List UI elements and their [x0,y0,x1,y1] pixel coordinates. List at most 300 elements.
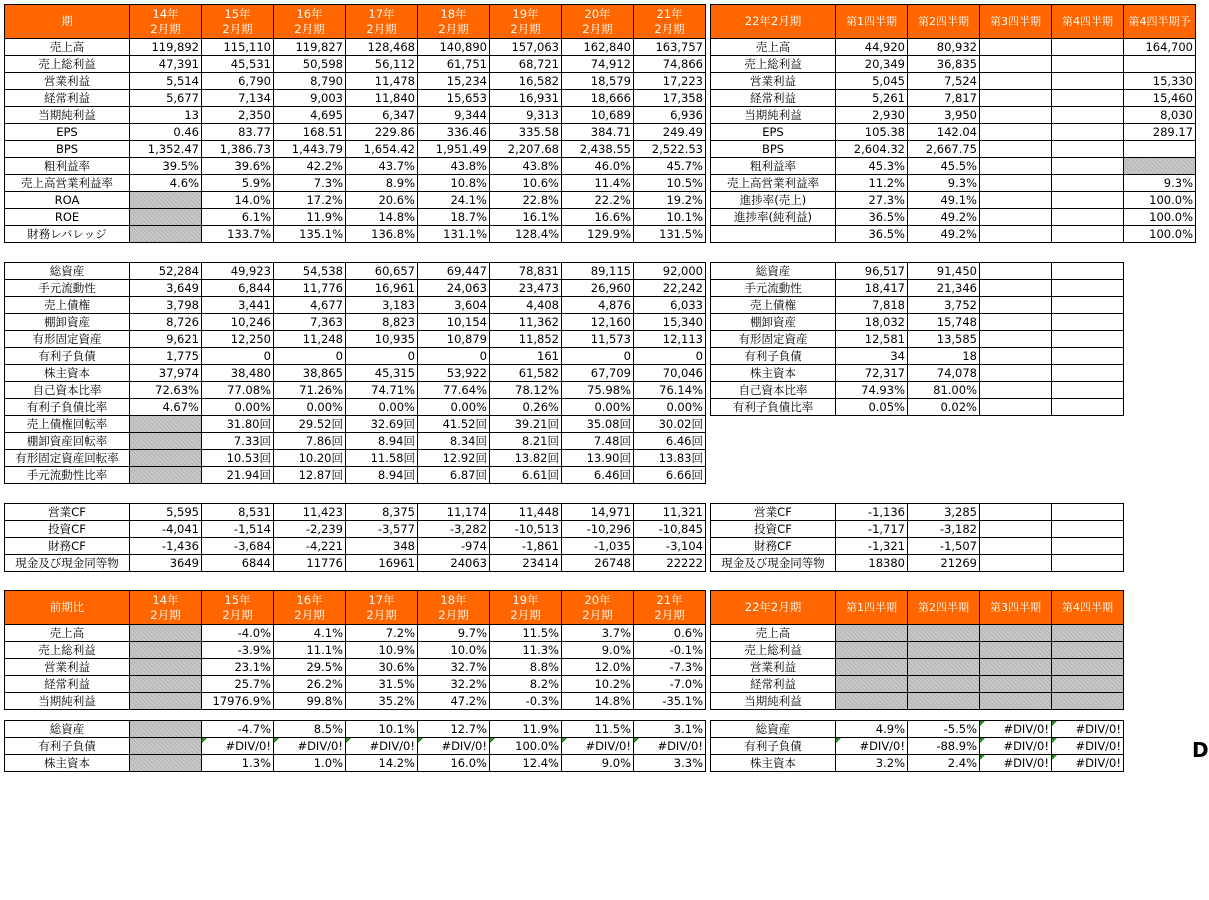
data-cell[interactable]: 105.38 [836,124,908,141]
data-cell[interactable] [980,158,1052,175]
data-cell[interactable]: -1,507 [908,538,980,555]
data-cell[interactable] [980,124,1052,141]
data-cell[interactable] [1052,348,1124,365]
data-cell[interactable]: -3,684 [202,538,274,555]
data-cell[interactable]: 41.52回 [418,416,490,433]
data-cell[interactable]: 10.1% [634,209,706,226]
data-cell[interactable]: 0.46 [130,124,202,141]
data-cell[interactable]: 7.86回 [274,433,346,450]
row-label[interactable]: 財務CF [5,538,130,555]
row-label[interactable]: 経常利益 [711,90,836,107]
data-cell[interactable]: 7.48回 [562,433,634,450]
data-cell[interactable]: 16.6% [562,209,634,226]
fiscal-year-header[interactable]: 22年2月期 [711,5,836,39]
row-label[interactable]: 営業利益 [711,73,836,90]
data-cell[interactable]: 12.87回 [274,467,346,484]
data-cell[interactable]: 1.0% [274,755,346,772]
data-cell[interactable]: -7.0% [634,676,706,693]
data-cell[interactable]: 11.4% [562,175,634,192]
row-label[interactable]: 有形固定資産回転率 [5,450,130,467]
data-cell[interactable]: 162,840 [562,39,634,56]
data-cell[interactable]: 6.46回 [634,433,706,450]
data-cell[interactable]: 6.87回 [418,467,490,484]
data-cell[interactable]: 0.00% [346,399,418,416]
data-cell[interactable] [908,693,980,710]
data-cell[interactable]: 9.3% [1124,175,1196,192]
data-cell[interactable]: 2,207.68 [490,141,562,158]
data-cell[interactable] [1052,175,1124,192]
data-cell[interactable]: 32.2% [418,676,490,693]
data-cell[interactable]: 27.3% [836,192,908,209]
row-label[interactable]: EPS [711,124,836,141]
data-cell[interactable]: 15,748 [908,314,980,331]
data-cell[interactable] [130,693,202,710]
data-cell[interactable] [130,209,202,226]
row-label[interactable]: 有利子負債比率 [5,399,130,416]
data-cell[interactable]: 348 [346,538,418,555]
data-cell[interactable] [1052,124,1124,141]
column-header[interactable]: 19年 2月期 [490,5,562,39]
data-cell[interactable]: -10,513 [490,521,562,538]
data-cell[interactable]: 131.1% [418,226,490,243]
data-cell[interactable]: #DIV/0! [274,738,346,755]
data-cell[interactable]: 2,522.53 [634,141,706,158]
column-header[interactable]: 第4四半期 [1052,5,1124,39]
data-cell[interactable]: 3,649 [130,280,202,297]
data-cell[interactable] [980,280,1052,297]
column-header[interactable]: 20年 2月期 [562,5,634,39]
data-cell[interactable]: -4.0% [202,625,274,642]
data-cell[interactable]: 133.7% [202,226,274,243]
data-cell[interactable]: 3649 [130,555,202,572]
data-cell[interactable] [1052,39,1124,56]
data-cell[interactable]: 18380 [836,555,908,572]
data-cell[interactable]: 142.04 [908,124,980,141]
data-cell[interactable]: 38,865 [274,365,346,382]
data-cell[interactable]: 37,974 [130,365,202,382]
data-cell[interactable]: 6,844 [202,280,274,297]
data-cell[interactable] [836,659,908,676]
data-cell[interactable]: -2,239 [274,521,346,538]
data-cell[interactable]: 12,160 [562,314,634,331]
data-cell[interactable]: 22.2% [562,192,634,209]
data-cell[interactable]: 24.1% [418,192,490,209]
data-cell[interactable] [130,625,202,642]
data-cell[interactable]: 3,798 [130,297,202,314]
data-cell[interactable]: 43.7% [346,158,418,175]
data-cell[interactable]: 74,078 [908,365,980,382]
data-cell[interactable]: 22,242 [634,280,706,297]
data-cell[interactable] [1052,538,1124,555]
data-cell[interactable] [1052,107,1124,124]
data-cell[interactable]: 0.26% [490,399,562,416]
data-cell[interactable]: 0.00% [418,399,490,416]
row-label[interactable]: 売上高 [5,39,130,56]
row-label[interactable]: 当期純利益 [5,107,130,124]
row-label[interactable]: 財務CF [711,538,836,555]
data-cell[interactable]: 7.33回 [202,433,274,450]
data-cell[interactable] [980,399,1052,416]
data-cell[interactable] [980,504,1052,521]
data-cell[interactable]: 2,350 [202,107,274,124]
data-cell[interactable]: -88.9% [908,738,980,755]
data-cell[interactable]: 13.90回 [562,450,634,467]
data-cell[interactable]: 35.2% [346,693,418,710]
data-cell[interactable]: 49.2% [908,226,980,243]
column-header[interactable]: 21年 2月期 [634,5,706,39]
data-cell[interactable]: 24,063 [418,280,490,297]
data-cell[interactable]: 11,423 [274,504,346,521]
data-cell[interactable]: 14.8% [562,693,634,710]
data-cell[interactable]: 14.2% [346,755,418,772]
data-cell[interactable]: 8,823 [346,314,418,331]
data-cell[interactable]: 75.98% [562,382,634,399]
data-cell[interactable] [1052,209,1124,226]
data-cell[interactable]: 0.00% [562,399,634,416]
data-cell[interactable] [1124,56,1196,73]
data-cell[interactable]: 15,340 [634,314,706,331]
data-cell[interactable]: 16961 [346,555,418,572]
data-cell[interactable] [980,348,1052,365]
data-cell[interactable]: 0 [634,348,706,365]
row-label[interactable]: 売上債権 [711,297,836,314]
data-cell[interactable]: -3,577 [346,521,418,538]
data-cell[interactable]: -35.1% [634,693,706,710]
data-cell[interactable]: 289.17 [1124,124,1196,141]
data-cell[interactable]: 0 [418,348,490,365]
data-cell[interactable]: 100.0% [1124,192,1196,209]
data-cell[interactable] [980,73,1052,90]
row-label[interactable]: 売上債権 [5,297,130,314]
data-cell[interactable]: 7,524 [908,73,980,90]
data-cell[interactable]: 9,003 [274,90,346,107]
data-cell[interactable]: 1,775 [130,348,202,365]
data-cell[interactable] [1052,659,1124,676]
row-label[interactable]: BPS [711,141,836,158]
data-cell[interactable]: 129.9% [562,226,634,243]
data-cell[interactable]: 0.6% [634,625,706,642]
data-cell[interactable]: 8.5% [274,721,346,738]
column-header[interactable]: 第4四半期 [1052,591,1124,625]
data-cell[interactable]: 8.21回 [490,433,562,450]
data-cell[interactable]: 15,330 [1124,73,1196,90]
data-cell[interactable]: 36,835 [908,56,980,73]
column-header[interactable]: 第4四半期予 [1124,5,1196,39]
data-cell[interactable]: -1,861 [490,538,562,555]
data-cell[interactable] [130,738,202,755]
data-cell[interactable]: 22.8% [490,192,562,209]
data-cell[interactable]: 11,321 [634,504,706,521]
yoy-header[interactable]: 前期比 [5,591,130,625]
data-cell[interactable]: 19.2% [634,192,706,209]
data-cell[interactable]: 29.52回 [274,416,346,433]
row-label[interactable]: 売上高営業利益率 [5,175,130,192]
data-cell[interactable]: 136.8% [346,226,418,243]
data-cell[interactable]: 5,261 [836,90,908,107]
data-cell[interactable]: 26748 [562,555,634,572]
data-cell[interactable] [980,642,1052,659]
data-cell[interactable]: #DIV/0! [1052,755,1124,772]
data-cell[interactable]: 11,840 [346,90,418,107]
row-label[interactable]: 営業CF [711,504,836,521]
data-cell[interactable]: 49.1% [908,192,980,209]
data-cell[interactable]: -5.5% [908,721,980,738]
data-cell[interactable] [836,625,908,642]
data-cell[interactable] [1124,158,1196,175]
column-header[interactable]: 15年 2月期 [202,5,274,39]
data-cell[interactable]: 2,930 [836,107,908,124]
data-cell[interactable]: #DIV/0! [418,738,490,755]
data-cell[interactable] [836,642,908,659]
data-cell[interactable]: 9,621 [130,331,202,348]
row-label[interactable]: 棚卸資産 [5,314,130,331]
data-cell[interactable]: 8,726 [130,314,202,331]
data-cell[interactable]: -1,514 [202,521,274,538]
yoy-fiscal-year-header[interactable]: 22年2月期 [711,591,836,625]
data-cell[interactable]: -0.3% [490,693,562,710]
data-cell[interactable]: -3,282 [418,521,490,538]
column-header[interactable]: 18年 2月期 [418,591,490,625]
data-cell[interactable]: 10,879 [418,331,490,348]
data-cell[interactable]: -4.7% [202,721,274,738]
data-cell[interactable]: 12,113 [634,331,706,348]
data-cell[interactable]: 6.1% [202,209,274,226]
data-cell[interactable]: 3,752 [908,297,980,314]
data-cell[interactable]: 12,250 [202,331,274,348]
data-cell[interactable]: 128,468 [346,39,418,56]
data-cell[interactable]: 16,931 [490,90,562,107]
column-header[interactable]: 第1四半期 [836,591,908,625]
data-cell[interactable]: #DIV/0! [1052,738,1124,755]
data-cell[interactable]: -1,436 [130,538,202,555]
data-cell[interactable]: 61,582 [490,365,562,382]
column-header[interactable]: 第2四半期 [908,5,980,39]
data-cell[interactable]: 72,317 [836,365,908,382]
data-cell[interactable]: 4,695 [274,107,346,124]
data-cell[interactable]: 119,827 [274,39,346,56]
data-cell[interactable]: 77.64% [418,382,490,399]
data-cell[interactable]: 5,595 [130,504,202,521]
data-cell[interactable]: 6844 [202,555,274,572]
data-cell[interactable]: 3,950 [908,107,980,124]
data-cell[interactable] [1052,90,1124,107]
data-cell[interactable]: -4,221 [274,538,346,555]
row-label[interactable]: 総資産 [5,263,130,280]
data-cell[interactable] [908,676,980,693]
data-cell[interactable]: 12.0% [562,659,634,676]
data-cell[interactable] [1052,382,1124,399]
row-label[interactable]: 粗利益率 [5,158,130,175]
data-cell[interactable]: 17976.9% [202,693,274,710]
data-cell[interactable]: 11,248 [274,331,346,348]
data-cell[interactable]: 45.7% [634,158,706,175]
data-cell[interactable]: 13.83回 [634,450,706,467]
data-cell[interactable]: 10.8% [418,175,490,192]
data-cell[interactable]: 11,362 [490,314,562,331]
data-cell[interactable]: 335.58 [490,124,562,141]
data-cell[interactable]: 74,866 [634,56,706,73]
data-cell[interactable]: 0.00% [202,399,274,416]
data-cell[interactable] [130,676,202,693]
data-cell[interactable]: -7.3% [634,659,706,676]
row-label[interactable]: 有利子負債 [711,348,836,365]
row-label[interactable]: 営業利益 [711,659,836,676]
data-cell[interactable]: 72.63% [130,382,202,399]
column-header[interactable]: 14年 2月期 [130,5,202,39]
data-cell[interactable]: 229.86 [346,124,418,141]
data-cell[interactable]: #DIV/0! [346,738,418,755]
row-label[interactable]: 総資産 [711,263,836,280]
data-cell[interactable]: 16,961 [346,280,418,297]
data-cell[interactable]: 168.51 [274,124,346,141]
data-cell[interactable]: 4,677 [274,297,346,314]
row-label[interactable]: ROE [5,209,130,226]
row-label[interactable]: 売上債権回転率 [5,416,130,433]
data-cell[interactable] [836,676,908,693]
data-cell[interactable] [980,314,1052,331]
data-cell[interactable]: 36.5% [836,226,908,243]
data-cell[interactable]: 83.77 [202,124,274,141]
data-cell[interactable]: 45.5% [908,158,980,175]
data-cell[interactable]: 96,517 [836,263,908,280]
data-cell[interactable]: 11.5% [490,625,562,642]
row-label[interactable]: 現金及び現金同等物 [5,555,130,572]
data-cell[interactable]: 12,581 [836,331,908,348]
data-cell[interactable]: 8.8% [490,659,562,676]
row-label[interactable]: 有利子負債比率 [711,399,836,416]
data-cell[interactable] [1052,73,1124,90]
data-cell[interactable]: 1,443.79 [274,141,346,158]
data-cell[interactable]: 26.2% [274,676,346,693]
data-cell[interactable]: 18 [908,348,980,365]
column-header[interactable]: 16年 2月期 [274,5,346,39]
data-cell[interactable]: 7.2% [346,625,418,642]
data-cell[interactable]: 15,653 [418,90,490,107]
row-label[interactable]: 粗利益率 [711,158,836,175]
data-cell[interactable] [1052,399,1124,416]
data-cell[interactable]: 11,174 [418,504,490,521]
data-cell[interactable]: 39.21回 [490,416,562,433]
data-cell[interactable]: -10,845 [634,521,706,538]
row-label[interactable]: 売上高 [5,625,130,642]
data-cell[interactable] [1052,56,1124,73]
row-label[interactable]: EPS [5,124,130,141]
data-cell[interactable]: 4.67% [130,399,202,416]
data-cell[interactable]: 3,285 [908,504,980,521]
data-cell[interactable]: 8.34回 [418,433,490,450]
data-cell[interactable]: 22222 [634,555,706,572]
row-label[interactable]: 売上総利益 [711,56,836,73]
data-cell[interactable]: 0 [562,348,634,365]
row-label[interactable]: 棚卸資産回転率 [5,433,130,450]
data-cell[interactable]: 74.93% [836,382,908,399]
data-cell[interactable]: 17,358 [634,90,706,107]
column-header[interactable]: 第3四半期 [980,591,1052,625]
row-label[interactable]: 当期純利益 [711,107,836,124]
row-label[interactable]: 営業CF [5,504,130,521]
row-label[interactable]: 進捗率(売上) [711,192,836,209]
data-cell[interactable] [1052,676,1124,693]
data-cell[interactable]: #DIV/0! [980,738,1052,755]
data-cell[interactable]: 4.6% [130,175,202,192]
data-cell[interactable]: 11.9% [490,721,562,738]
data-cell[interactable]: 50,598 [274,56,346,73]
data-cell[interactable] [1052,280,1124,297]
data-cell[interactable]: 11,573 [562,331,634,348]
data-cell[interactable]: 45,531 [202,56,274,73]
data-cell[interactable]: #DIV/0! [836,738,908,755]
data-cell[interactable]: 2,667.75 [908,141,980,158]
data-cell[interactable]: 5,514 [130,73,202,90]
data-cell[interactable]: 32.7% [418,659,490,676]
row-label[interactable]: 自己資本比率 [5,382,130,399]
data-cell[interactable]: 31.5% [346,676,418,693]
data-cell[interactable]: 10,689 [562,107,634,124]
row-label[interactable]: 当期純利益 [711,693,836,710]
row-label[interactable]: 売上高営業利益率 [711,175,836,192]
data-cell[interactable]: 53,922 [418,365,490,382]
data-cell[interactable]: 11,478 [346,73,418,90]
row-label[interactable]: 財務レバレッジ [5,226,130,243]
data-cell[interactable]: 9.0% [562,642,634,659]
row-label[interactable]: 投資CF [711,521,836,538]
row-label[interactable]: 手元流動性比率 [5,467,130,484]
data-cell[interactable]: 0.00% [634,399,706,416]
data-cell[interactable]: 39.6% [202,158,274,175]
data-cell[interactable]: 6.61回 [490,467,562,484]
column-header[interactable]: 17年 2月期 [346,591,418,625]
data-cell[interactable]: 15,234 [418,73,490,90]
row-label[interactable]: 現金及び現金同等物 [711,555,836,572]
data-cell[interactable] [1052,226,1124,243]
data-cell[interactable]: -0.1% [634,642,706,659]
row-label[interactable] [711,226,836,243]
data-cell[interactable]: 20.6% [346,192,418,209]
data-cell[interactable]: 21,346 [908,280,980,297]
data-cell[interactable]: 43.8% [418,158,490,175]
data-cell[interactable]: 161 [490,348,562,365]
data-cell[interactable]: 8.94回 [346,467,418,484]
row-label[interactable]: 営業利益 [5,73,130,90]
data-cell[interactable]: 3,441 [202,297,274,314]
data-cell[interactable] [980,331,1052,348]
data-cell[interactable]: 56,112 [346,56,418,73]
data-cell[interactable]: 7,363 [274,314,346,331]
row-label[interactable]: 投資CF [5,521,130,538]
row-label[interactable]: 有形固定資産 [5,331,130,348]
data-cell[interactable]: 12.4% [490,755,562,772]
data-cell[interactable]: 0.00% [274,399,346,416]
data-cell[interactable] [1052,158,1124,175]
data-cell[interactable]: 8.2% [490,676,562,693]
data-cell[interactable]: 5.9% [202,175,274,192]
data-cell[interactable] [980,659,1052,676]
data-cell[interactable]: 128.4% [490,226,562,243]
row-label[interactable]: 当期純利益 [5,693,130,710]
data-cell[interactable]: 44,920 [836,39,908,56]
data-cell[interactable]: 23414 [490,555,562,572]
data-cell[interactable] [980,555,1052,572]
data-cell[interactable]: 10.9% [346,642,418,659]
data-cell[interactable]: 39.5% [130,158,202,175]
data-cell[interactable]: 10.5% [634,175,706,192]
data-cell[interactable]: 18.7% [418,209,490,226]
data-cell[interactable] [1052,555,1124,572]
data-cell[interactable] [980,209,1052,226]
data-cell[interactable] [1052,192,1124,209]
data-cell[interactable]: 18,417 [836,280,908,297]
data-cell[interactable]: 15,460 [1124,90,1196,107]
